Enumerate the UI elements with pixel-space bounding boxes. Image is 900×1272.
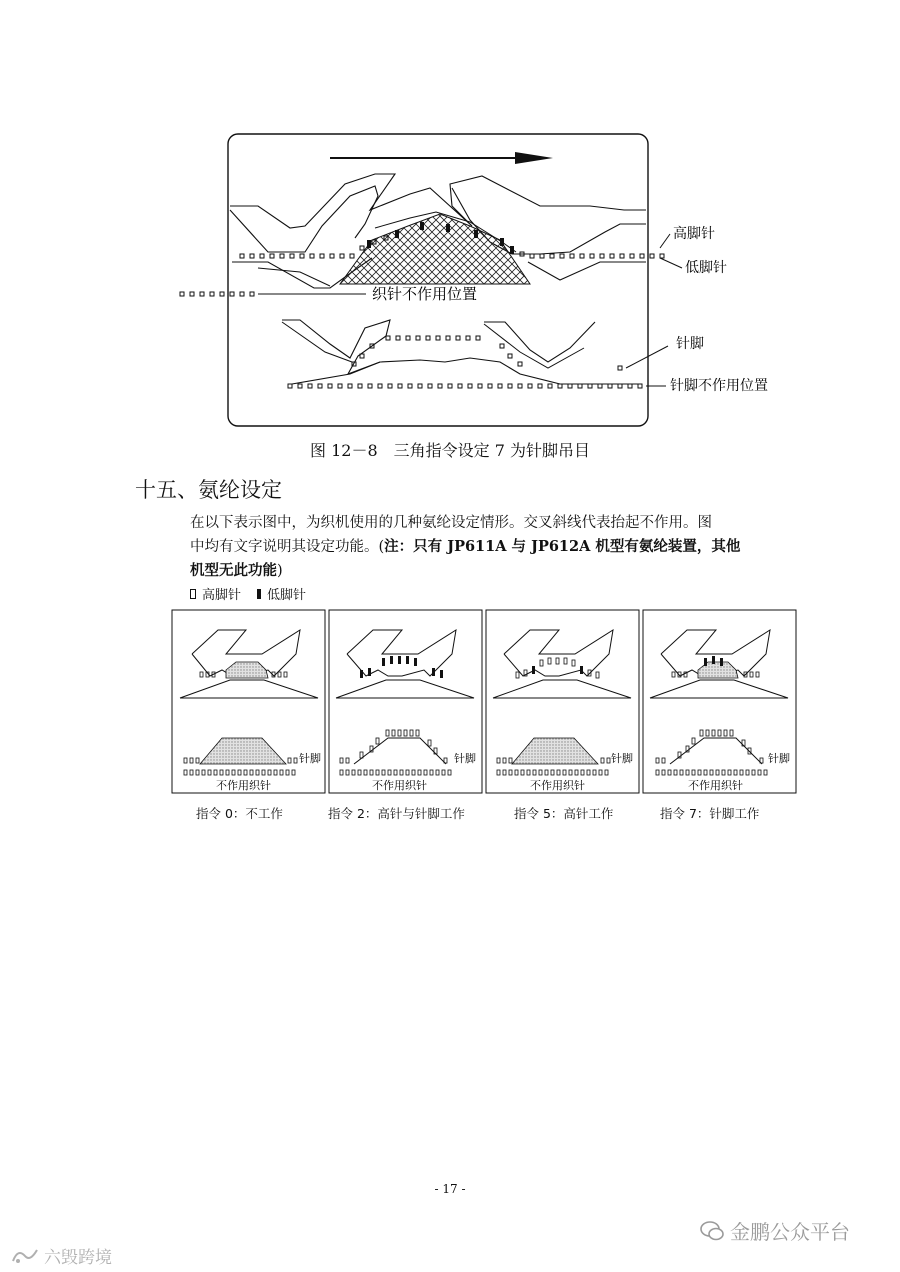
intro-line-2 (190, 535, 790, 559)
intro-line-3-bold: 机型无此功能 (190, 562, 277, 579)
legend (190, 584, 306, 603)
jack-row-idle (288, 384, 642, 388)
lower-cam-right (484, 322, 595, 362)
chat-bubble-icon (700, 1220, 724, 1242)
intro-line-3 (190, 559, 790, 583)
panel-strip (172, 610, 796, 793)
intro-line-3-plain: ) (277, 563, 283, 579)
panel-2-idle-label: 不作用织针 (530, 779, 585, 792)
panel-1-jack-label: 针脚 (454, 752, 476, 765)
panel-1 (329, 610, 482, 793)
intro-note-bold: 注：只有 JP611A 与 JP612A 机型有氨纶装置，其他 (384, 538, 741, 555)
panel-2-jack-label: 针脚 (611, 752, 633, 765)
upper-hatched-area (340, 214, 530, 284)
high-butt-square-icon (190, 589, 196, 599)
label-high-butt: 高脚针 (673, 226, 715, 242)
intro-paragraph (190, 512, 790, 583)
intro-line-2-plain: 中均有文字说明其设定功能。( (190, 539, 385, 555)
panel-3-jack-label: 针脚 (768, 752, 790, 765)
low-butt-bar-icon (257, 589, 261, 599)
figure-caption: 图 12－8 三角指令设定 7 为针脚吊目 (310, 441, 590, 460)
label-needle-idle: 织针不作用位置 (372, 285, 478, 303)
main-figure (180, 134, 768, 426)
label-low-butt: 低脚针 (685, 260, 727, 276)
watermark-right-text: 金鹏公众平台 (730, 1220, 850, 1244)
panel-0-caption: 指令 0：不工作 (196, 806, 283, 821)
panel-3-caption: 指令 7：针脚工作 (660, 806, 760, 821)
section-heading: 十五、氨纶设定 (135, 478, 282, 502)
direction-arrow-icon (330, 152, 553, 164)
panel-3-idle-label: 不作用织针 (688, 779, 743, 792)
lower-cam-base (292, 358, 640, 384)
panel-1-idle-label: 不作用织针 (372, 779, 427, 792)
watermark-left-text: 六毁跨境 (44, 1248, 112, 1268)
panel-3 (643, 610, 796, 793)
panel-0-idle-label: 不作用织针 (216, 779, 271, 792)
panel-0-jack-label: 针脚 (299, 752, 321, 765)
legend-high-label: 高脚针 (202, 588, 242, 603)
panel-1-caption: 指令 2：高针与针脚工作 (328, 806, 465, 821)
watermark-left (10, 1243, 112, 1268)
label-jack: 针脚 (676, 336, 704, 352)
panel-0 (172, 610, 325, 793)
page-number: - 17 - (434, 1182, 466, 1196)
brand-logo-icon (10, 1246, 40, 1266)
upper-cam-outline (230, 186, 378, 252)
legend-low-label: 低脚针 (267, 588, 307, 603)
watermark-right (700, 1216, 850, 1245)
intro-line-1: 在以下表示图中，为织机使用的几种氨纶设定情形。交叉斜线代表抬起不作用。图 (190, 515, 712, 531)
needle-row-idle (180, 292, 254, 296)
panel-2 (486, 610, 639, 793)
panel-2-caption: 指令 5：高针工作 (514, 806, 614, 821)
label-jack-idle: 针脚不作用位置 (670, 378, 768, 394)
